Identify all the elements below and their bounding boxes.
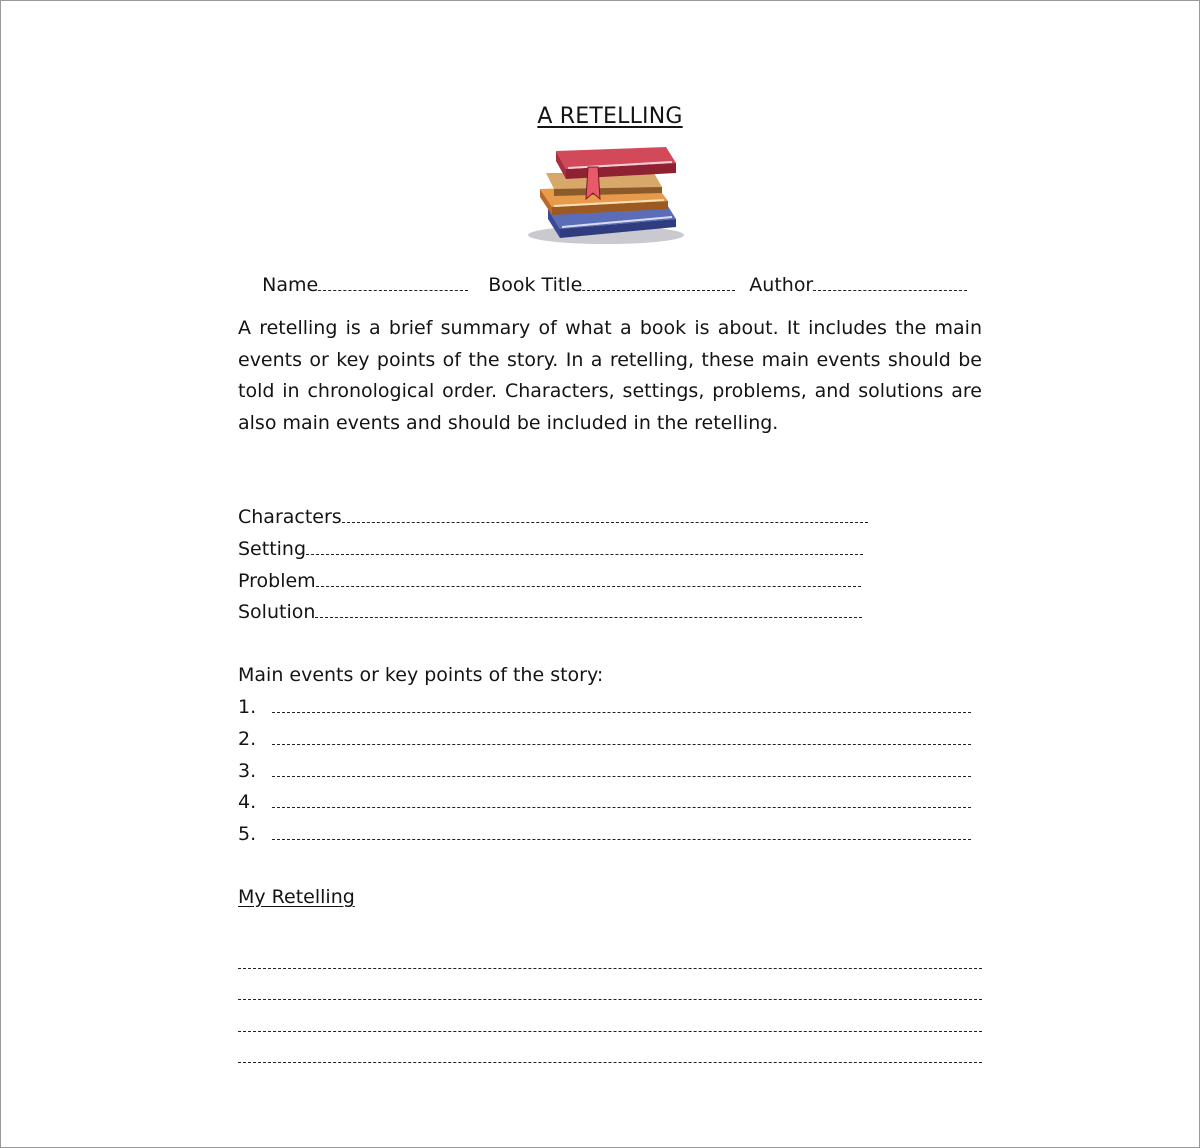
name-field[interactable] <box>318 289 468 291</box>
setting-field[interactable] <box>306 553 863 555</box>
event-number: 5. <box>238 823 257 845</box>
header-fields <box>238 252 967 318</box>
event-row <box>238 728 971 750</box>
book-title-field[interactable] <box>582 289 735 291</box>
retelling-line[interactable] <box>238 999 982 1000</box>
event-number: 4. <box>238 791 257 813</box>
retelling-line[interactable] <box>238 968 982 969</box>
event-field[interactable] <box>272 711 971 713</box>
author-label: Author <box>749 274 814 296</box>
characters-field[interactable] <box>342 521 868 523</box>
event-field[interactable] <box>272 806 971 808</box>
problem-field[interactable] <box>316 585 861 587</box>
characters-row <box>238 506 868 528</box>
event-row <box>238 760 971 782</box>
problem-row <box>238 570 861 592</box>
retelling-line[interactable] <box>238 1031 982 1032</box>
solution-field[interactable] <box>315 616 862 618</box>
setting-label: Setting <box>238 538 307 560</box>
event-row <box>238 696 971 718</box>
solution-label: Solution <box>238 601 316 623</box>
event-number: 3. <box>238 760 257 782</box>
my-retelling-heading: My Retelling <box>238 886 355 908</box>
solution-row <box>238 601 862 623</box>
event-row <box>238 791 971 813</box>
event-field[interactable] <box>272 775 971 777</box>
characters-label: Characters <box>238 506 342 528</box>
event-row <box>238 823 971 845</box>
event-field[interactable] <box>272 743 971 745</box>
name-label: Name <box>262 274 319 296</box>
event-number: 2. <box>238 728 257 750</box>
author-field[interactable] <box>813 289 967 291</box>
intro-paragraph: A retelling is a brief summary of what a book is about. It includes the main events or key points of the story. In a retelling, these main events should be told in chronological order. Characters, settings, problems, and solutions are also main events and should be included in the retelling. <box>238 317 982 434</box>
event-number: 1. <box>238 696 257 718</box>
event-field[interactable] <box>272 838 971 840</box>
events-heading: Main events or key points of the story: <box>238 664 604 686</box>
retelling-line[interactable] <box>238 1062 982 1063</box>
stack-of-books-icon <box>526 143 692 245</box>
book-title-label: Book Title <box>488 274 583 296</box>
problem-label: Problem <box>238 570 316 592</box>
setting-row <box>238 538 863 560</box>
page-title: A RETELLING <box>537 104 683 129</box>
